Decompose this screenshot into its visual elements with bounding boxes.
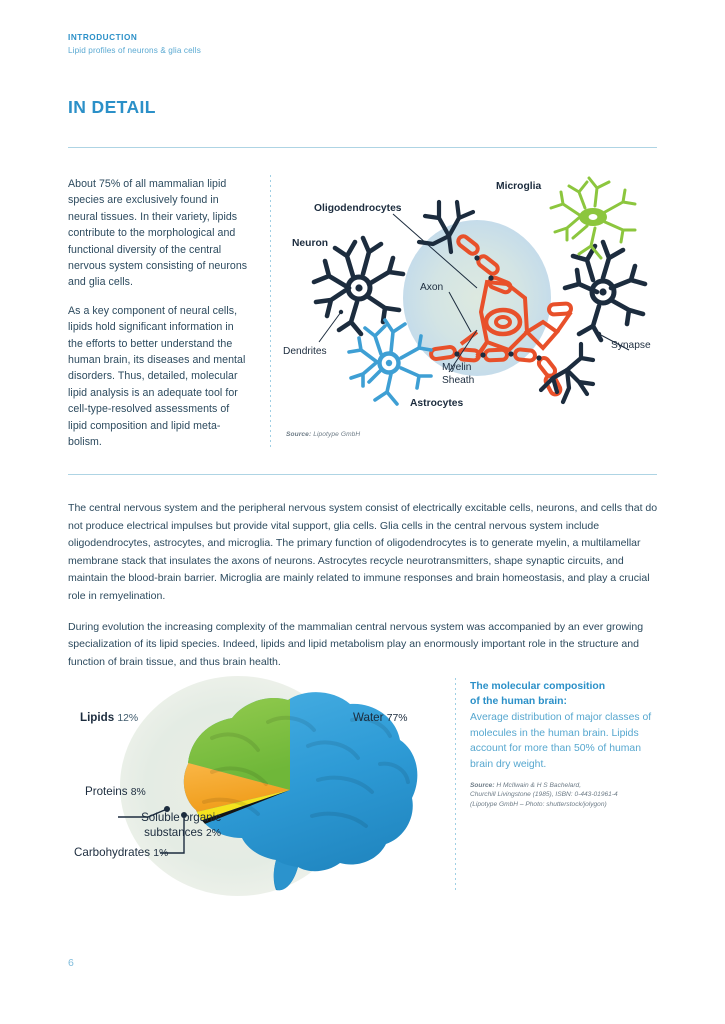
chart-caption-source-label: Source: <box>470 781 495 789</box>
chart-caption-body: Average distribution of major classes of molecules in the human brain. Lipids account for more than 50% of human brain dry weight. <box>470 712 652 770</box>
neuron-lower-right <box>541 344 593 402</box>
divider-middle <box>68 474 657 475</box>
running-header-title: INTRODUCTION <box>68 33 138 42</box>
label-synapse: Synapse <box>611 340 651 351</box>
chart-label-carbohydrates-value: 1% <box>153 848 169 859</box>
astrocyte-nucleus <box>386 360 392 366</box>
body-paragraph-2: During evolution the increasing complexity of the mammalian central nervous system was accompanied by an ever growing specialization of its lipid species. Indeed, lipids and lipid metabolism play an enormously important role in the structure and function of brain tissue, and thus brain health. <box>68 620 644 668</box>
diagram-source-label: Source: <box>286 431 312 438</box>
body-paragraph-1: The central nervous system and the peripheral nervous system consist of electrically excitable cells, neurons, and cells that do not produce electrical impulses but provide vital support, glia cells. Glia cells in the central nervous system include oligodendrocytes, astrocytes, and microglia. The primary function of oligodendrocytes is to generate myelin, a multilamellar membrane stack that insulates the axons of neurons. Astrocytes recycle neurotransmitters, shape synaptic circuits, and maintain the blood-brain barrier. Microglia are mainly related to immune responses and brain homeostasis, and play a crucial role in remyelination. <box>68 502 658 602</box>
vertical-divider-diagram <box>270 175 271 447</box>
chart-caption-source-line2: Churchill Livingstone (1985), ISBN: 0-443-01961-4 <box>470 791 618 799</box>
label-myelin-line2: Sheath <box>442 375 475 386</box>
chart-label-soluble-organic-name: Soluble organic substances <box>141 811 221 839</box>
running-header <box>68 31 201 57</box>
chart-caption <box>470 680 658 809</box>
chart-label-carbohydrates-name: Carbohydrates <box>74 846 151 859</box>
chart-caption-source <box>470 781 658 810</box>
brain-chart-svg <box>62 668 452 898</box>
page-number: 6 <box>68 957 74 969</box>
chart-label-proteins-value: 8% <box>130 787 146 798</box>
label-myelin-line1: Myelin <box>442 362 472 373</box>
chart-label-soluble-organic-value: 2% <box>205 827 221 839</box>
chart-caption-source-line3: (Lipotype GmbH – Photo: shutterstock/jolygon) <box>470 800 607 808</box>
diagram-source-text: Lipotype GmbH <box>313 431 361 438</box>
chart-label-lipids-name: Lipids <box>80 711 115 724</box>
divider-top <box>68 147 657 148</box>
chart-label-water-value: 77% <box>386 713 408 724</box>
chart-caption-source-line1: H McIlwain & H S Bachelard, <box>494 781 582 789</box>
label-dendrites: Dendrites <box>283 346 327 357</box>
chart-label-proteins <box>85 785 146 798</box>
vertical-divider-caption <box>455 678 456 890</box>
label-microglia: Microglia <box>496 181 542 192</box>
running-header-subtitle: Lipid profiles of neurons & glia cells <box>68 46 201 55</box>
label-astrocytes: Astrocytes <box>410 398 464 409</box>
neural-cells-diagram <box>281 172 659 424</box>
page-title: IN DETAIL <box>68 97 156 117</box>
chart-label-soluble-organic <box>61 811 221 841</box>
intro-paragraph-1: About 75% of all mammalian lipid species are exclusively found in neural tissues. In their variety, lipids contribute to the morphological and functional diversity of the central nervous system consisting of neurons and glia cells. <box>68 178 248 289</box>
label-axon: Axon <box>420 282 444 293</box>
chart-label-water <box>353 711 408 724</box>
intro-paragraph-2: As a key component of neural cells, lipids hold significant information in the efforts to better understand the human brain, its diseases and mental disorders. Thus, detailed, molecular lipid analysis is an adequate tool for cell-type-resolved assessments of lipid composition and lipid meta-bolism. <box>68 304 246 449</box>
chart-label-water-name: Water <box>353 711 384 724</box>
chart-caption-title-line2: of the human brain: <box>470 695 567 707</box>
label-myelin-sheath <box>442 361 474 387</box>
chart-label-lipids <box>80 711 138 724</box>
chart-label-proteins-name: Proteins <box>85 785 128 798</box>
body-text <box>68 500 658 684</box>
chart-caption-title <box>470 680 658 709</box>
diagram-source <box>286 431 360 438</box>
chart-label-lipids-value: 12% <box>117 713 139 724</box>
intro-column <box>68 176 250 463</box>
chart-caption-title-line1: The molecular composition <box>470 681 606 692</box>
label-oligodendrocytes: Oligodendrocytes <box>314 203 402 214</box>
brain-composition-chart <box>62 668 452 898</box>
chart-label-carbohydrates <box>74 846 168 859</box>
label-neuron: Neuron <box>292 238 329 249</box>
microglia-nucleus <box>589 214 598 220</box>
